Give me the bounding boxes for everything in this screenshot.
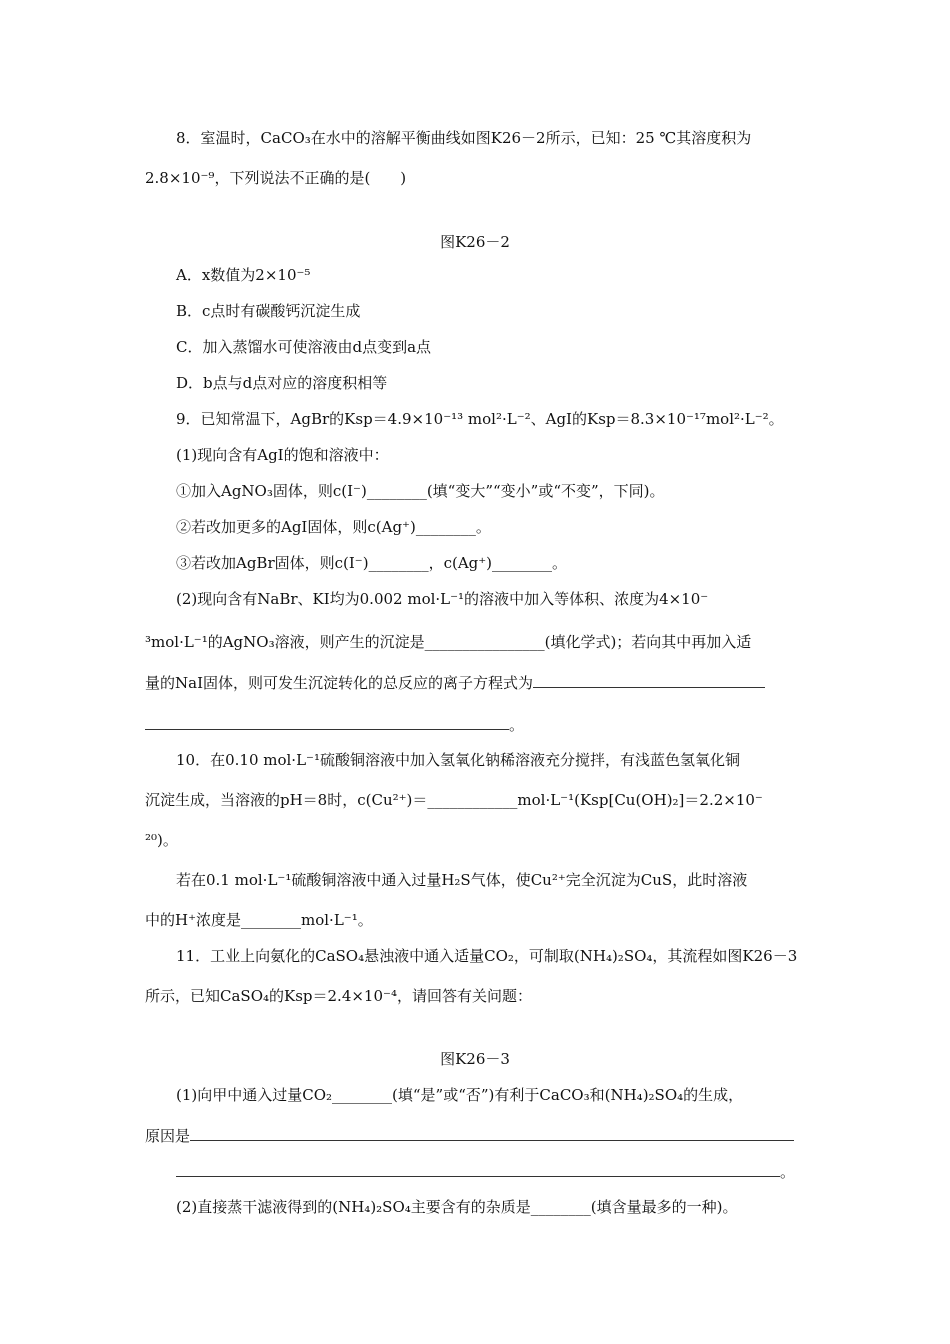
- q8-option-a: A．x数值为2×10⁻⁵: [176, 266, 311, 284]
- q11-part1-line-3-row: [176, 1161, 795, 1182]
- q8-option-b: B．c点时有碳酸钙沉淀生成: [176, 302, 361, 320]
- q9-intro: 9．已知常温下，AgBr的Ksp＝4.9×10⁻¹³ mol²·L⁻²、AgI的Ksp＝8.3×10⁻¹⁷mol²·L⁻²。: [176, 410, 784, 428]
- figure-caption-k26-3: 图K26－3: [440, 1050, 510, 1068]
- q9-part2-line-3: 量的NaI固体，则可发生沉淀转化的总反应的离子方程式为: [145, 674, 533, 692]
- q9-item-3: ③若改加AgBr固体，则c(I⁻)________，c(Ag⁺)________。: [176, 554, 568, 572]
- q11-line-1: 11．工业上向氨化的CaSO₄悬浊液中通入适量CO₂，可制取(NH₄)₂SO₄，其流程如图K26－3: [176, 947, 798, 965]
- q9-item-1: ①加入AgNO₃固体，则c(I⁻)________(填“变大”“变小”或“不变”，下同)。: [176, 482, 665, 500]
- answer-blank[interactable]: [533, 672, 765, 688]
- figure-caption-k26-2: 图K26－2: [440, 233, 510, 251]
- q11-line-2: 所示，已知CaSO₄的Ksp＝2.4×10⁻⁴，请回答有关问题：: [145, 987, 532, 1005]
- q11-part1-line-3-end: 。: [780, 1163, 796, 1181]
- q9-part2-line-1: (2)现向含有NaBr、KI均为0.002 mol·L⁻¹的溶液中加入等体积、浓度为4×10⁻: [176, 590, 709, 608]
- q10-line-1: 10．在0.10 mol·L⁻¹硫酸铜溶液中加入氢氧化钠稀溶液充分搅拌，有浅蓝色氢氧化铜: [176, 751, 740, 769]
- q11-part1-line-2: 原因是: [145, 1127, 191, 1145]
- q9-part1-intro: (1)现向含有AgI的饱和溶液中：: [176, 446, 389, 464]
- answer-blank[interactable]: [145, 714, 509, 730]
- q9-part2-line-4-end: 。: [509, 716, 525, 734]
- q10-line-3: ²⁰)。: [145, 831, 178, 849]
- q10-line-5: 中的H⁺浓度是________mol·L⁻¹。: [145, 911, 373, 929]
- q8-line-1: 8．室温时，CaCO₃在水中的溶解平衡曲线如图K26－2所示，已知：25 ℃其溶度积为: [176, 129, 752, 147]
- q10-line-2: 沉淀生成，当溶液的pH＝8时，c(Cu²⁺)＝____________mol·L⁻¹(Ksp[Cu(OH)₂]＝2.2×10⁻: [145, 791, 763, 809]
- q8-line-2: 2.8×10⁻⁹，下列说法不正确的是( ): [145, 169, 407, 187]
- q11-part1-line-2-row: [145, 1125, 794, 1146]
- q8-option-d: D．b点与d点对应的溶度积相等: [176, 374, 388, 392]
- q10-line-4: 若在0.1 mol·L⁻¹硫酸铜溶液中通入过量H₂S气体，使Cu²⁺完全沉淀为CuS，此时溶液: [176, 871, 748, 889]
- q11-part1-line-1: (1)向甲中通入过量CO₂________(填“是”或“否”)有利于CaCO₃和(NH₄)₂SO₄的生成，: [176, 1086, 744, 1104]
- q8-option-c: C．加入蒸馏水可使溶液由d点变到a点: [176, 338, 432, 356]
- q9-item-2: ②若改加更多的AgI固体，则c(Ag⁺)________。: [176, 518, 491, 536]
- answer-blank[interactable]: [190, 1125, 794, 1141]
- q9-part2-line-3-row: [145, 672, 765, 693]
- q9-part2-line-2: ³mol·L⁻¹的AgNO₃溶液，则产生的沉淀是________________(填化学式)；若向其中再加入适: [145, 633, 752, 651]
- q9-part2-line-4-row: [145, 714, 524, 735]
- q11-part2: (2)直接蒸干滤液得到的(NH₄)₂SO₄主要含有的杂质是________(填含量最多的一种)。: [176, 1198, 738, 1216]
- answer-blank[interactable]: [176, 1161, 780, 1177]
